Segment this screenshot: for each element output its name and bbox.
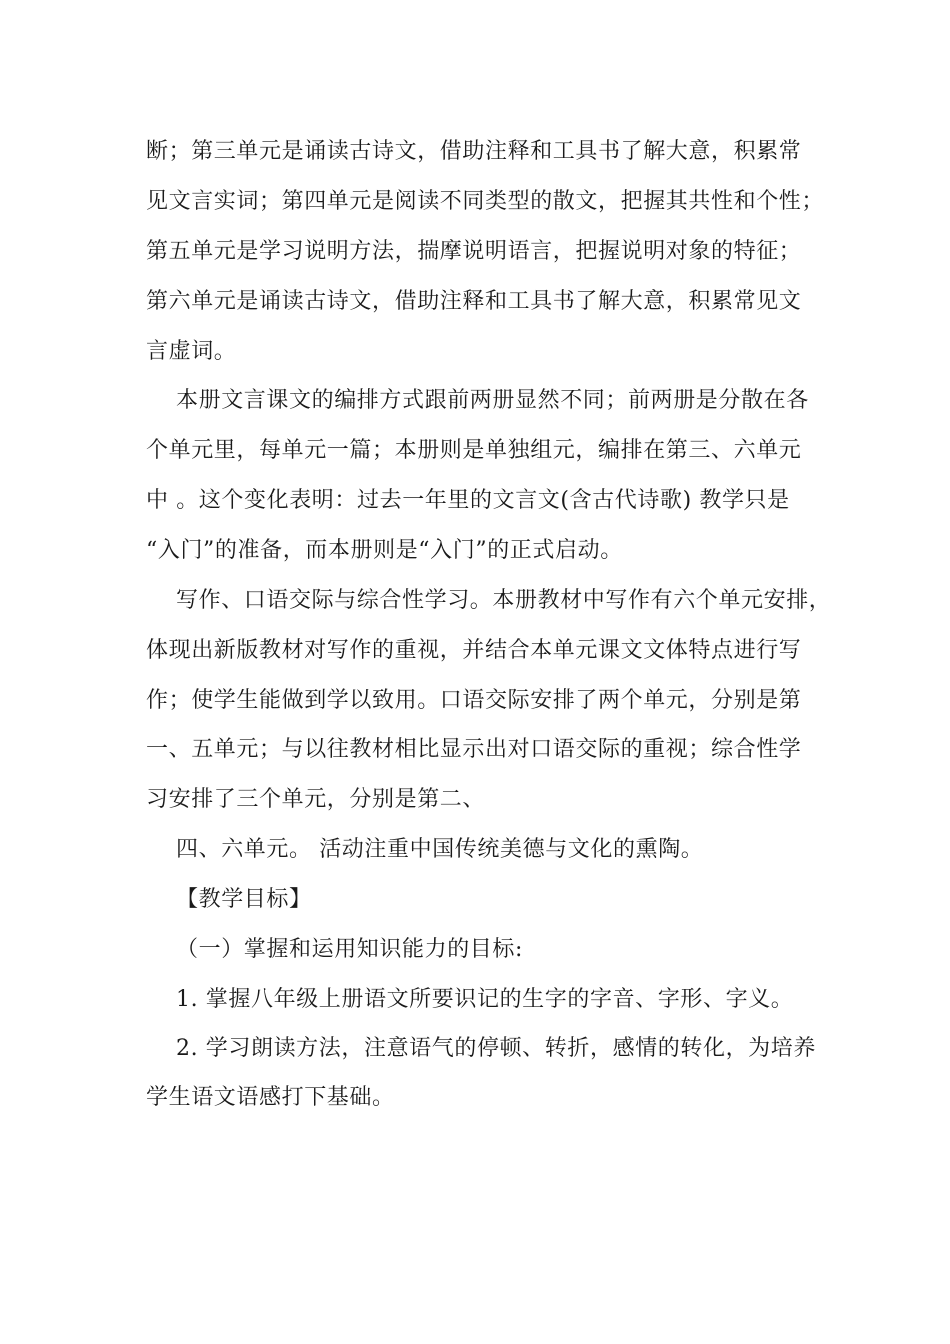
text-line: 见文言实词；第四单元是阅读不同类型的散文，把握其共性和个性； xyxy=(146,189,825,214)
text-line: 学生语文语感打下基础。 xyxy=(146,1085,395,1110)
list-item: 2. 学习朗读方法，注意语气的停顿、转折，感情的转化，为培养 xyxy=(176,1036,816,1061)
text-line: 个单元里，每单元一篇；本册则是单独组元，编排在第三、六单元 xyxy=(146,438,802,463)
text-line: 习安排了三个单元，分别是第二、 xyxy=(146,787,486,812)
list-item: 1. 掌握八年级上册语文所要识记的生字的字音、字形、字义。 xyxy=(176,987,794,1012)
subsection-heading: （一）掌握和运用知识能力的目标: xyxy=(176,937,524,962)
text-line: 第五单元是学习说明方法，揣摩说明语言，把握说明对象的特征； xyxy=(146,239,802,264)
paragraph-start: 本册文言课文的编排方式跟前两册显然不同；前两册是分散在各 xyxy=(176,388,809,413)
text-line: 言虚词。 xyxy=(146,339,237,364)
text-line: 第六单元是诵读古诗文，借助注释和工具书了解大意，积累常见文 xyxy=(146,289,802,314)
text-line: 一、五单元；与以往教材相比显示出对口语交际的重视；综合性学 xyxy=(146,737,802,762)
text-line: 体现出新版教材对写作的重视，并结合本单元课文文体特点进行写 xyxy=(146,638,802,663)
text-line: “入门”的准备，而本册则是“入门”的正式启动。 xyxy=(146,538,623,563)
text-line: 断；第三单元是诵读古诗文，借助注释和工具书了解大意，积累常 xyxy=(146,139,802,164)
paragraph-start: 写作、口语交际与综合性学习。本册教材中写作有六个单元安排， xyxy=(176,588,832,613)
paragraph-start: 四、六单元。 活动注重中国传统美德与文化的熏陶。 xyxy=(176,837,704,862)
section-heading: 【教学目标】 xyxy=(176,887,312,912)
text-line: 中 。这个变化表明：过去一年里的文言文(含古代诗歌) 教学只是 xyxy=(146,488,790,513)
text-line: 作；使学生能做到学以致用。口语交际安排了两个单元，分别是第 xyxy=(146,688,802,713)
